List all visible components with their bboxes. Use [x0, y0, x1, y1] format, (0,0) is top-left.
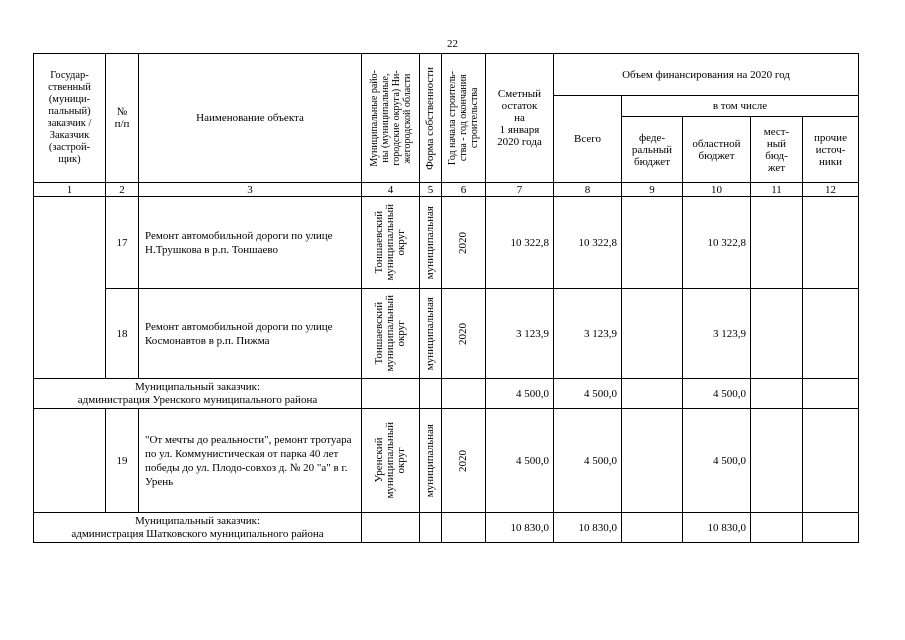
summary-label: Муниципальный заказчик: администрация Шатковского муниципального района [34, 513, 362, 543]
empty-cell [362, 379, 420, 409]
empty-cell [622, 513, 683, 543]
column-number: 4 [362, 183, 420, 197]
page-number: 22 [447, 38, 458, 50]
summary-total: 4 500,0 [554, 379, 622, 409]
header-local: мест- ный бюд- жет [751, 117, 803, 183]
ownership-cell: муниципальная [420, 409, 442, 513]
column-number: 11 [751, 183, 803, 197]
header-regional: областной бюджет [683, 117, 751, 183]
customer-cell [34, 409, 106, 513]
empty-cell [362, 513, 420, 543]
empty-cell [751, 379, 803, 409]
table-row [34, 197, 859, 289]
header-ownership: Форма собственности [420, 54, 442, 183]
column-number: 3 [139, 183, 362, 197]
financing-table [33, 53, 859, 543]
summary-label: Муниципальный заказчик: администрация Уренского муниципального района [34, 379, 362, 409]
header-including: в том числе [622, 96, 859, 117]
summary-estimate: 10 830,0 [486, 513, 554, 543]
header-funding: Объем финансирования на 2020 год [554, 54, 859, 96]
header-estimate: Сметный остаток на 1 января 2020 года [486, 54, 554, 183]
district-cell: Уренский муниципальный округ [362, 409, 420, 513]
year-cell: 2020 [442, 289, 486, 379]
column-number-row [34, 183, 859, 197]
column-number: 1 [34, 183, 106, 197]
year-cell: 2020 [442, 197, 486, 289]
estimate-cell: 4 500,0 [486, 409, 554, 513]
column-number: 6 [442, 183, 486, 197]
regional-cell: 10 322,8 [683, 197, 751, 289]
object-name: Ремонт автомобильной дороги по улице Н.Трушкова в р.п. Тоншаево [139, 197, 362, 289]
local-cell [751, 197, 803, 289]
other-cell [803, 289, 859, 379]
row-number: 17 [106, 197, 139, 289]
header-nn: № п/п [106, 54, 139, 183]
empty-cell [803, 513, 859, 543]
customer-cell [34, 197, 106, 379]
header-customer: Государ- ственный (муници- пальный) заказчик / Заказчик (застрой- щик) [34, 54, 106, 183]
federal-cell [622, 409, 683, 513]
column-number: 12 [803, 183, 859, 197]
empty-cell [622, 379, 683, 409]
federal-cell [622, 289, 683, 379]
row-number: 18 [106, 289, 139, 379]
local-cell [751, 289, 803, 379]
ownership-cell: муниципальная [420, 289, 442, 379]
empty-cell [751, 513, 803, 543]
regional-cell: 4 500,0 [683, 409, 751, 513]
summary-row [34, 513, 859, 543]
table-row [34, 409, 859, 513]
table-row [34, 289, 859, 379]
regional-cell: 3 123,9 [683, 289, 751, 379]
object-name: "От мечты до реальности", ремонт тротуара по ул. Коммунистическая от парка 40 лет победы до ул. Плодо-совхоз д. № 20 "а" в г. Урень [139, 409, 362, 513]
empty-cell [803, 379, 859, 409]
empty-cell [420, 513, 442, 543]
summary-estimate: 4 500,0 [486, 379, 554, 409]
empty-cell [442, 379, 486, 409]
column-number: 5 [420, 183, 442, 197]
summary-row [34, 379, 859, 409]
header-total: Всего [554, 96, 622, 183]
ownership-cell: муниципальная [420, 197, 442, 289]
local-cell [751, 409, 803, 513]
district-cell: Тоншаевский муниципальный округ [362, 289, 420, 379]
year-cell: 2020 [442, 409, 486, 513]
summary-regional: 4 500,0 [683, 379, 751, 409]
total-cell: 3 123,9 [554, 289, 622, 379]
column-number: 8 [554, 183, 622, 197]
summary-total: 10 830,0 [554, 513, 622, 543]
other-cell [803, 409, 859, 513]
header-object-name: Наименование объекта [139, 54, 362, 183]
federal-cell [622, 197, 683, 289]
header-district: Муниципальные райо- ны (муниципальные, городские округа) Ни- жегородской области [362, 54, 420, 183]
estimate-cell: 10 322,8 [486, 197, 554, 289]
header-years: Год начала строитель- ства - год окончания строительства [442, 54, 486, 183]
total-cell: 10 322,8 [554, 197, 622, 289]
column-number: 2 [106, 183, 139, 197]
column-number: 9 [622, 183, 683, 197]
empty-cell [420, 379, 442, 409]
header-federal: феде- ральный бюджет [622, 117, 683, 183]
object-name: Ремонт автомобильной дороги по улице Космонавтов в р.п. Пижма [139, 289, 362, 379]
empty-cell [442, 513, 486, 543]
row-number: 19 [106, 409, 139, 513]
total-cell: 4 500,0 [554, 409, 622, 513]
column-number: 7 [486, 183, 554, 197]
other-cell [803, 197, 859, 289]
district-cell: Тоншаевский муниципальный округ [362, 197, 420, 289]
estimate-cell: 3 123,9 [486, 289, 554, 379]
header-other: прочие источ- ники [803, 117, 859, 183]
column-number: 10 [683, 183, 751, 197]
summary-regional: 10 830,0 [683, 513, 751, 543]
